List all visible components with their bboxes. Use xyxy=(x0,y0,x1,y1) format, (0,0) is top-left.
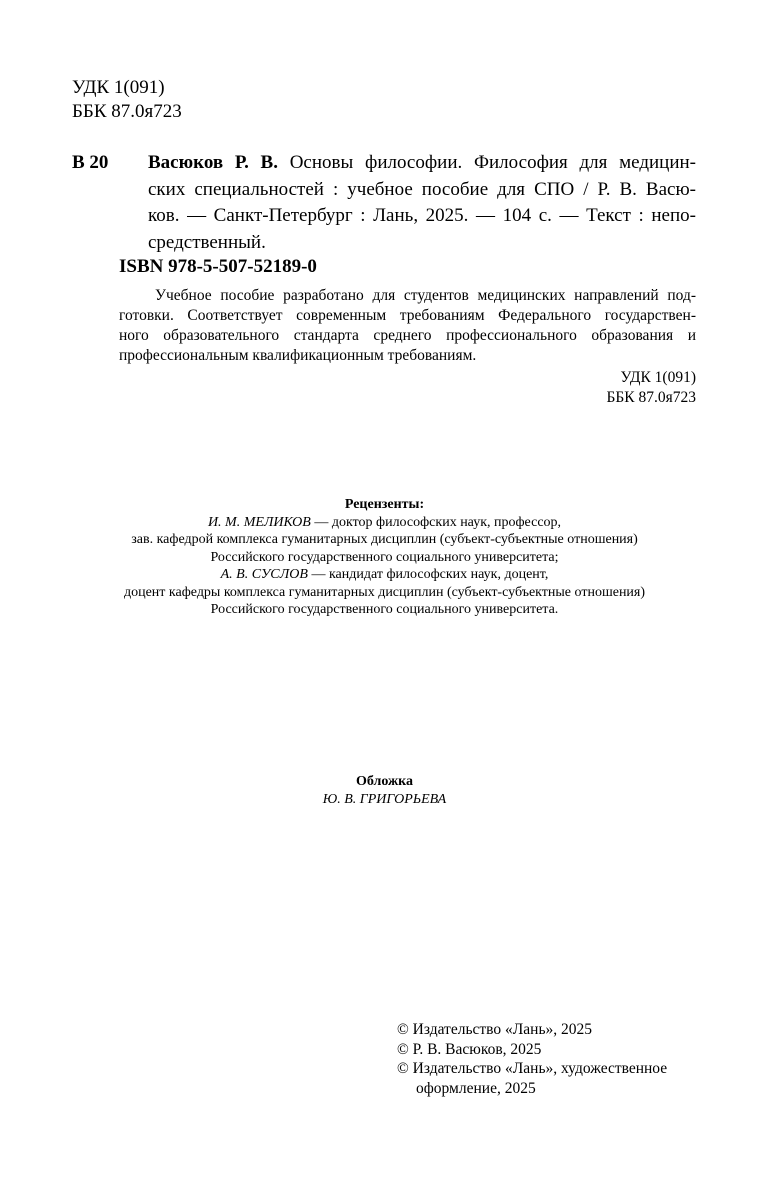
annotation-line: готовки. Соответствует современным требованиям Федерального государствен- xyxy=(119,307,696,324)
reviewer-2-position: доцент кафедры комплекса гуманитарных дисциплин (субъект-субъектные отношения) xyxy=(123,584,646,600)
reviewer-2 xyxy=(0,566,769,584)
reviewer-1-position: зав. кафедрой комплекса гуманитарных дисциплин (субъект-субъектные отношения) xyxy=(131,532,638,547)
reviewer-1 xyxy=(0,514,769,532)
annotation-line: Учебное пособие разработано для студентов медицинских направлений под- xyxy=(155,287,696,304)
title-text: Основы философии. Философия для медицин- xyxy=(277,152,697,173)
biblio-line: ских специальностей : учебное пособие для СПО / Р. В. Васю- xyxy=(148,178,696,200)
isbn: ISBN 978-5-507-52189-0 xyxy=(119,256,317,277)
author-mark: В 20 xyxy=(72,152,109,173)
reviewer-name: И. М. МЕЛИКОВ xyxy=(207,514,311,530)
cover-heading: Обложка xyxy=(355,774,414,789)
annotation xyxy=(119,286,696,366)
cover-designer: Ю. В. ГРИГОРЬЕВА xyxy=(322,791,447,807)
bbk-code: ББК 87.0я723 xyxy=(606,389,696,406)
cover-credit xyxy=(0,773,769,808)
bbk-code: ББК 87.0я723 xyxy=(72,101,182,122)
copyright-line: © Р. В. Васюков, 2025 xyxy=(397,1040,542,1058)
copyright-line: © Издательство «Лань», художественное xyxy=(397,1060,668,1077)
reviewer-title: — доктор философских наук, профессор, xyxy=(310,514,562,530)
author-name: Васюков Р. В. xyxy=(148,152,278,173)
copyright-block xyxy=(397,1020,667,1098)
reviewers-block xyxy=(0,496,769,619)
reviewer-2-affiliation: Российского государственного социального университета. xyxy=(210,602,559,617)
copyright-line: оформление, 2025 xyxy=(416,1079,536,1097)
biblio-line xyxy=(148,150,696,177)
reviewer-title: — кандидат философских наук, доцент, xyxy=(307,567,549,582)
classification-bottom xyxy=(606,368,696,408)
annotation-line: ного образовательного стандарта среднего профессионального образования и xyxy=(119,327,696,344)
reviewers-heading: Рецензенты: xyxy=(344,497,425,512)
biblio-line: ков. — Санкт-Петербург : Лань, 2025. — 104 с. — Текст : непо- xyxy=(148,205,696,226)
biblio-line: средственный. xyxy=(148,231,266,253)
reviewer-name: А. В. СУСЛОВ xyxy=(220,567,308,582)
annotation-line: профессиональным квалификационным требованиям. xyxy=(119,347,477,364)
udk-code: УДК 1(091) xyxy=(72,77,165,98)
copyright-line: © Издательство «Лань», 2025 xyxy=(397,1021,593,1038)
reviewer-1-affiliation: Российского государственного социального университета; xyxy=(210,549,559,565)
classification-top xyxy=(72,76,182,124)
bibliographic-record xyxy=(148,150,696,256)
udk-code: УДК 1(091) xyxy=(620,369,696,386)
